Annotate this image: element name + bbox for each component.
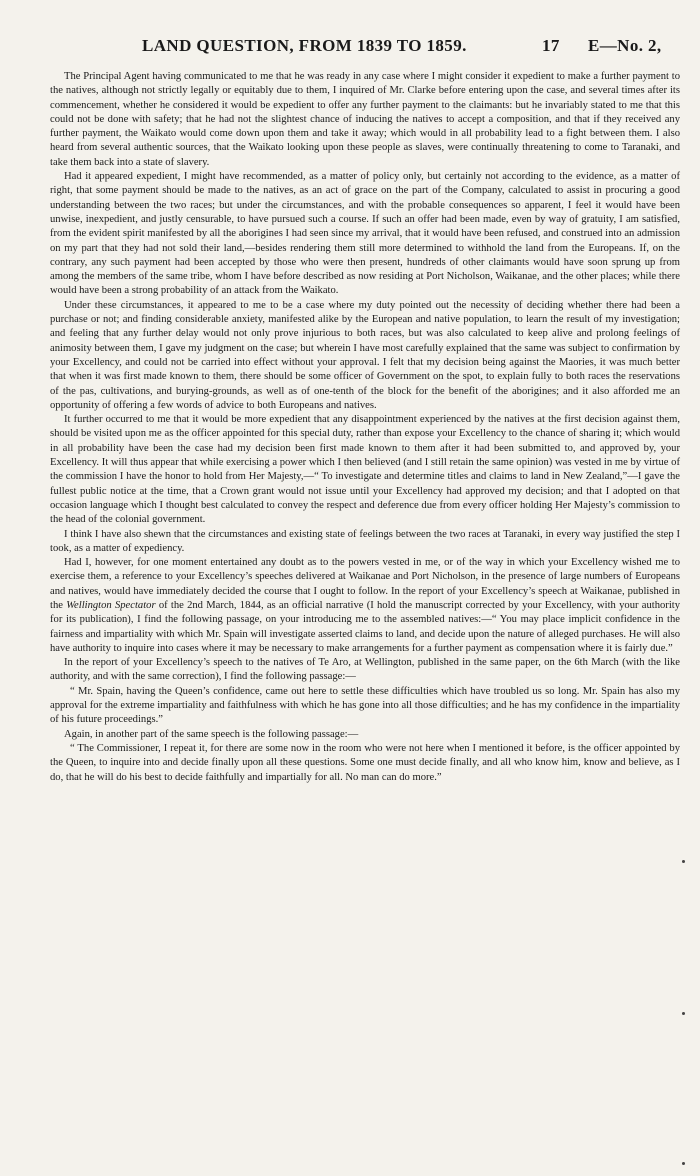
paragraph-5: I think I have also shewn that the circumstances and existing state of feelings between the two races at Taranaki, in every way justified the step I took, as a matter of expediency. bbox=[50, 528, 680, 554]
document-page bbox=[50, 36, 680, 785]
margin-dot bbox=[682, 860, 685, 863]
paragraph-1: The Principal Agent having communicated to me that he was ready in any case where I might consider it expedient to make a further payment to the natives, although not strictly legally or equitably due to them, I inquired of Mr. Clarke before entering upon the case, and several times after its commencement, whether he considered it would be expedient to offer any further payment to the claimants: but he invariably stated to me that this could not be done with safety; that he had not the slightest chance of inducing the natives to accept a composition, and that if they received any further payment, the Waikato would come down upon them and take it away; which would in all probability lead to a fight between them. I also heard from several authentic sources, that the Waikato looking upon these people as slaves, were continually threatening to come to Taranaki, and take them back into a state of slavery. bbox=[50, 71, 680, 168]
newspaper-name: Wellington Spectator bbox=[66, 599, 156, 611]
paragraph-6-text-before: Had I, however, for one moment entertained any doubt as to the powers vested in me, or of the way in which your Excellency wished me to exercise them, a reference to your Excellency’s speeches delivered at Waikanae and Port Nicholson, in the presence of large numbers of Europeans and natives, would have immediately decided the course that I ought to follow. In the report of your Excellency’s speech at Waikanae, published in the bbox=[50, 557, 680, 611]
document-reference: E—No. 2, bbox=[588, 36, 662, 55]
paragraph-4: It further occurred to me that it would be more expedient that any disappointment experienced by the natives at the first decision against them, should be visited upon me as the officer appointed for this special duty, rather than expose your Excellency to the chance of sharing it; which would in all probability have been the case had my decision been first made known to them after it had been submitted to, and approved by, your Excellency. It will thus appear that while exercising a power which I then believed (and I still retain the same opinion) was vested in me by virtue of the commission I have the honor to hold from Her Majesty,—“ To investigate and determine titles and claims to land in New Zealand,”—I gave the fullest public notice at the time, that a Crown grant would not issue until your Excellency had approved my decision; and that I adopted on that occasion language which I thought best calculated to convey the respect and deference due from every officer holding Her Majesty’s commission to the head of the colonial government. bbox=[50, 414, 680, 526]
paragraph-2: Had it appeared expedient, I might have recommended, as a matter of policy only, but certainly not according to the evidence, as a matter of right, that some payment should be made to the natives, as an act of grace on the part of the Company, calculated to assist in procuring a good understanding between the two races; but under the circumstances, and with the probable consequences so apparent, I feel it would have been unwise, inexpedient, and justly censurable, to have pursued such a course. If such an offer had been made, even by way of gratuity, I am satisfied, from the evident spirit manifested by all the aborigines I had seen since my arrival, that it would have been refused, and construed into an admission on my part that they had not sold their land,—besides rendering them still more determined to withhold the land from the Europeans. If, on the contrary, any such payment had been accepted by those who were then present, hundreds of other claimants would have soon sprung up from among the members of the same tribe, whom I have before described as now residing at Port Nicholson, Waikanae, and the other places; while there would have been a strong probability of an attack from the Waikato. bbox=[50, 171, 680, 297]
page-header bbox=[50, 36, 680, 64]
paragraph-8: Again, in another part of the same speech is the following passage:— bbox=[64, 728, 359, 740]
running-title: LAND QUESTION, FROM 1839 TO 1859. bbox=[142, 36, 467, 55]
quotation-2: “ The Commissioner, I repeat it, for there are some now in the room who were not here when I mentioned it before, is the officer appointed by the Queen, to inquire into and decide finally upon all these questions. Some one must decide finally, and all who know him, know and believe, as I do, that he will do his best to decide faithfully and impartially for all. No man can do more.” bbox=[50, 742, 680, 783]
page-number: 17 bbox=[542, 36, 560, 55]
document-body bbox=[50, 70, 680, 785]
paragraph-7: In the report of your Excellency’s speech to the natives of Te Aro, at Wellington, published in the same paper, on the 6th March (with the like authority, and with the same correction), I find the following passage:— bbox=[50, 657, 680, 683]
paragraph-6 bbox=[50, 556, 680, 656]
paragraph-6-text-after: of the 2nd March, 1844, as an official narrative (I hold the manuscript corrected by your Excellency, with your authority for its publication), I find the following passage, on your introducing me to the assembled natives:—“ You may place implicit confidence in the fairness and impartiality with which Mr. Spain will investigate asserted claims to land, and decide upon the nature of alleged purchases. He will also have authority to inquire into cases where it may be necessary to make arrangements for a further payment as compensation where it is fairly due.” bbox=[50, 599, 681, 654]
quotation-1: “ Mr. Spain, having the Queen’s confidence, came out here to settle these difficulties which have troubled us so long. Mr. Spain has also my approval for the extreme impartiality and faithfulness with which he has gone into all those difficulties; and he has my confidence in the impartiality of his future proceedings.” bbox=[50, 685, 680, 726]
margin-dot bbox=[682, 1012, 685, 1015]
paragraph-3: Under these circumstances, it appeared to me to be a case where my duty pointed out the necessity of deciding whether there had been a purchase or not; and finding considerable anxiety, manifested alike by the European and native population, to learn the result of my investigation; and feeling that any further delay would not only prove injurious to both races, but was also calculated to keep alive and prolong feelings of animosity between them, I gave my judgment on the case; but wherein I have most carefully explained that the same was subject to confirmation by your Excellency, and could not be carried into effect without your approval. I felt that my decision being against the Maories, it was much better that when it was first made known to them, there should be some officer of Government on the spot, to explain fully to both races the reservations of the pas, cultivations, and burying-grounds, as well as of one-tenth of the block for the benefit of the aborigines; and it also afforded me an opportunity of offering a few words of advice to both Europeans and natives. bbox=[50, 299, 680, 411]
margin-dot bbox=[682, 1162, 685, 1165]
